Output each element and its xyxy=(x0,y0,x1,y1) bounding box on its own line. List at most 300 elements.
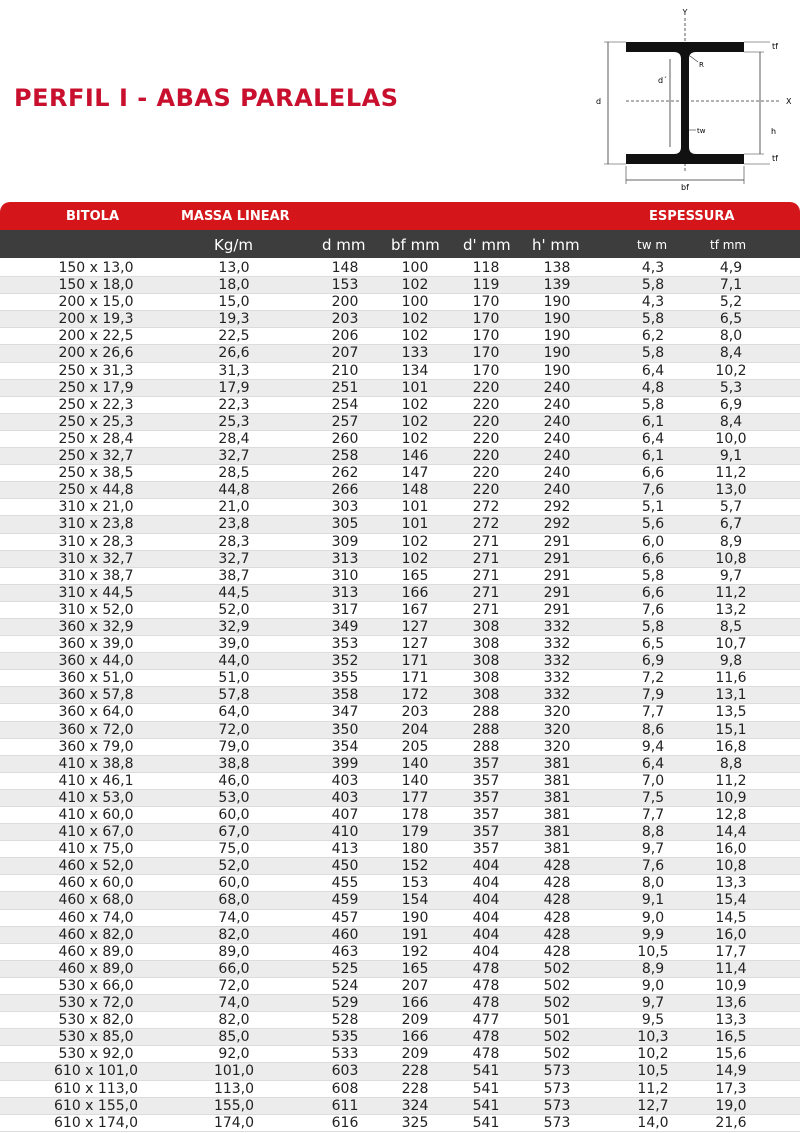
cell-h-prime: 240 xyxy=(543,448,571,465)
cell-massa-linear: 74,0 xyxy=(218,909,250,926)
cell-bf: 140 xyxy=(401,772,429,789)
cell-bf: 207 xyxy=(401,977,429,994)
cell-bitola: 410 x 46,1 xyxy=(58,772,134,789)
cell-d: 317 xyxy=(331,601,359,618)
cell-tw: 11,2 xyxy=(637,1080,669,1097)
cell-massa-linear: 82,0 xyxy=(218,1012,250,1029)
cell-d: 347 xyxy=(331,704,359,721)
cell-h-prime: 428 xyxy=(543,858,571,875)
cell-bitola: 460 x 60,0 xyxy=(58,875,134,892)
cell-massa-linear: 44,8 xyxy=(218,482,250,499)
cell-massa-linear: 32,9 xyxy=(218,618,250,635)
cell-d: 403 xyxy=(331,789,359,806)
cell-bitola: 410 x 38,8 xyxy=(58,755,134,772)
table-row xyxy=(0,875,800,892)
cell-d-prime: 271 xyxy=(472,601,500,618)
cell-bitola: 460 x 82,0 xyxy=(58,926,134,943)
cell-bitola: 360 x 57,8 xyxy=(58,687,134,704)
cell-d-prime: 308 xyxy=(472,687,500,704)
cell-h-prime: 502 xyxy=(543,960,571,977)
cell-d-prime: 404 xyxy=(472,858,500,875)
cell-tw: 6,6 xyxy=(641,584,665,601)
cell-tf: 13,2 xyxy=(715,601,747,618)
cell-bf: 154 xyxy=(401,892,429,909)
cell-massa-linear: 13,0 xyxy=(218,260,250,276)
cell-d-prime: 220 xyxy=(472,465,500,482)
cell-h-prime: 502 xyxy=(543,1029,571,1046)
header-unit-kgm: Kg/m xyxy=(214,236,254,254)
cell-h-prime: 332 xyxy=(543,618,571,635)
cell-bitola: 360 x 44,0 xyxy=(58,653,134,670)
cell-massa-linear: 75,0 xyxy=(218,841,250,858)
cell-tf: 16,0 xyxy=(715,926,747,943)
cell-h-prime: 291 xyxy=(543,601,571,618)
cell-bitola: 530 x 72,0 xyxy=(58,995,134,1012)
cell-d: 153 xyxy=(331,277,359,294)
cell-h-prime: 332 xyxy=(543,653,571,670)
cell-h-prime: 292 xyxy=(543,499,571,516)
tf-label-top: tf xyxy=(772,42,778,51)
cell-massa-linear: 25,3 xyxy=(218,413,250,430)
cell-bitola: 410 x 75,0 xyxy=(58,841,134,858)
cell-d: 529 xyxy=(331,995,359,1012)
table-row xyxy=(0,294,800,311)
cell-bf: 102 xyxy=(401,533,429,550)
cell-tf: 15,6 xyxy=(715,1046,747,1063)
cell-massa-linear: 38,7 xyxy=(218,567,250,584)
table-row xyxy=(0,636,800,653)
table-row xyxy=(0,687,800,704)
cell-massa-linear: 155,0 xyxy=(213,1097,255,1114)
cell-bitola: 410 x 60,0 xyxy=(58,807,134,823)
cell-bitola: 460 x 89,0 xyxy=(58,943,134,960)
cell-massa-linear: 66,0 xyxy=(218,960,250,977)
cell-d-prime: 357 xyxy=(472,841,500,858)
cell-bf: 146 xyxy=(401,448,429,465)
cell-bitola: 360 x 32,9 xyxy=(58,618,134,635)
cell-d-prime: 308 xyxy=(472,618,500,635)
cell-massa-linear: 22,5 xyxy=(218,328,250,345)
cell-bf: 102 xyxy=(401,277,429,294)
table-row xyxy=(0,345,800,362)
header-unit-tw: tw m xyxy=(637,238,668,252)
cell-h-prime: 291 xyxy=(543,533,571,550)
table-row xyxy=(0,499,800,516)
cell-d: 206 xyxy=(331,328,359,345)
cell-tf: 10,7 xyxy=(715,636,747,653)
cell-bitola: 200 x 26,6 xyxy=(58,345,134,362)
cell-tf: 19,0 xyxy=(715,1097,747,1114)
table-row xyxy=(0,397,800,414)
cell-tw: 8,0 xyxy=(641,875,665,892)
profile-table-body xyxy=(0,260,800,1132)
cell-tf: 4,9 xyxy=(719,260,743,276)
cell-d-prime: 271 xyxy=(472,550,500,567)
cell-tf: 9,1 xyxy=(719,448,743,465)
cell-d-prime: 404 xyxy=(472,909,500,926)
cell-d: 533 xyxy=(331,1046,359,1063)
cell-tw: 9,1 xyxy=(641,892,665,909)
cell-massa-linear: 52,0 xyxy=(218,601,250,618)
cell-d: 349 xyxy=(331,618,359,635)
cell-bf: 152 xyxy=(401,858,429,875)
cell-tw: 6,1 xyxy=(641,448,665,465)
cell-bitola: 460 x 52,0 xyxy=(58,858,134,875)
cell-massa-linear: 31,3 xyxy=(218,362,250,379)
cell-h-prime: 190 xyxy=(543,294,571,311)
cell-bf: 209 xyxy=(401,1046,429,1063)
cell-d-prime: 288 xyxy=(472,738,500,755)
cell-bf: 147 xyxy=(401,465,429,482)
cell-d: 203 xyxy=(331,311,359,328)
cell-d: 457 xyxy=(331,909,359,926)
cell-tw: 9,4 xyxy=(641,738,665,755)
cell-bitola: 310 x 44,5 xyxy=(58,584,134,601)
h-label: h xyxy=(771,127,777,136)
cell-bf: 171 xyxy=(401,670,429,687)
table-row xyxy=(0,824,800,841)
cell-d-prime: 357 xyxy=(472,772,500,789)
cell-bitola: 250 x 38,5 xyxy=(58,465,134,482)
cell-tw: 6,6 xyxy=(641,465,665,482)
cell-bf: 171 xyxy=(401,653,429,670)
cell-tf: 16,5 xyxy=(715,1029,747,1046)
cell-bf: 102 xyxy=(401,396,429,413)
cell-massa-linear: 92,0 xyxy=(218,1046,250,1063)
cell-massa-linear: 21,0 xyxy=(218,499,250,516)
table-row xyxy=(0,619,800,636)
cell-tw: 8,9 xyxy=(641,960,665,977)
cell-bf: 165 xyxy=(401,960,429,977)
cell-d: 413 xyxy=(331,841,359,858)
cell-d-prime: 220 xyxy=(472,396,500,413)
cell-tf: 11,4 xyxy=(715,960,747,977)
cell-d: 148 xyxy=(331,260,359,276)
table-row xyxy=(0,773,800,790)
cell-d-prime: 541 xyxy=(472,1097,500,1114)
cell-tf: 17,7 xyxy=(715,943,747,960)
table-row xyxy=(0,756,800,773)
cell-bf: 192 xyxy=(401,943,429,960)
cell-tf: 11,2 xyxy=(715,584,747,601)
cell-tw: 5,1 xyxy=(641,499,665,516)
cell-d: 303 xyxy=(331,499,359,516)
cell-bf: 228 xyxy=(401,1063,429,1080)
cell-d-prime: 271 xyxy=(472,584,500,601)
cell-h-prime: 573 xyxy=(543,1114,571,1131)
table-row xyxy=(0,978,800,995)
cell-massa-linear: 28,5 xyxy=(218,465,250,482)
cell-h-prime: 320 xyxy=(543,721,571,738)
cell-tf: 10,8 xyxy=(715,858,747,875)
cell-d: 524 xyxy=(331,977,359,994)
cell-d: 262 xyxy=(331,465,359,482)
cell-tf: 6,7 xyxy=(719,516,743,533)
cell-d: 257 xyxy=(331,413,359,430)
cell-bf: 209 xyxy=(401,1012,429,1029)
cell-bitola: 150 x 13,0 xyxy=(58,260,134,276)
cell-h-prime: 240 xyxy=(543,396,571,413)
table-row xyxy=(0,482,800,499)
cell-d-prime: 404 xyxy=(472,892,500,909)
cell-bf: 180 xyxy=(401,841,429,858)
cell-bitola: 250 x 44,8 xyxy=(58,482,134,499)
table-row xyxy=(0,944,800,961)
cell-h-prime: 190 xyxy=(543,345,571,362)
cell-tf: 10,9 xyxy=(715,977,747,994)
header-bitola: BITOLA xyxy=(66,209,120,224)
cell-h-prime: 292 xyxy=(543,516,571,533)
cell-d: 200 xyxy=(331,294,359,311)
cell-bitola: 250 x 28,4 xyxy=(58,430,134,447)
cell-tw: 7,7 xyxy=(641,807,665,823)
cell-h-prime: 332 xyxy=(543,670,571,687)
cell-bf: 166 xyxy=(401,1029,429,1046)
cell-massa-linear: 26,6 xyxy=(218,345,250,362)
cell-d-prime: 404 xyxy=(472,926,500,943)
cell-bitola: 610 x 101,0 xyxy=(54,1063,138,1080)
cell-d-prime: 119 xyxy=(472,277,500,294)
cell-massa-linear: 18,0 xyxy=(218,277,250,294)
cell-h-prime: 240 xyxy=(543,413,571,430)
cell-tw: 14,0 xyxy=(637,1114,669,1131)
cell-bf: 133 xyxy=(401,345,429,362)
cell-d-prime: 170 xyxy=(472,362,500,379)
cell-h-prime: 381 xyxy=(543,755,571,772)
cell-tf: 5,2 xyxy=(719,294,743,311)
table-row xyxy=(0,1081,800,1098)
cell-tw: 6,4 xyxy=(641,755,665,772)
cell-bitola: 150 x 18,0 xyxy=(58,277,134,294)
cell-bf: 127 xyxy=(401,636,429,653)
header-unit-bf: bf mm xyxy=(391,236,440,254)
cell-bf: 102 xyxy=(401,413,429,430)
cell-d: 305 xyxy=(331,516,359,533)
cell-d-prime: 118 xyxy=(472,260,500,276)
cell-bitola: 530 x 66,0 xyxy=(58,977,134,994)
cell-tf: 14,5 xyxy=(715,909,747,926)
cell-massa-linear: 28,3 xyxy=(218,533,250,550)
i-beam-diagram xyxy=(590,4,800,194)
cell-d: 463 xyxy=(331,943,359,960)
cell-tw: 5,8 xyxy=(641,396,665,413)
cell-d: 525 xyxy=(331,960,359,977)
cell-h-prime: 502 xyxy=(543,977,571,994)
cell-h-prime: 240 xyxy=(543,430,571,447)
cell-bitola: 200 x 19,3 xyxy=(58,311,134,328)
cell-bf: 191 xyxy=(401,926,429,943)
header-unit-h-prime: h' mm xyxy=(532,236,580,254)
cell-bitola: 200 x 22,5 xyxy=(58,328,134,345)
cell-h-prime: 381 xyxy=(543,789,571,806)
cell-tw: 5,8 xyxy=(641,345,665,362)
cell-bf: 127 xyxy=(401,618,429,635)
cell-h-prime: 291 xyxy=(543,550,571,567)
cell-h-prime: 573 xyxy=(543,1080,571,1097)
cell-tw: 9,9 xyxy=(641,926,665,943)
cell-bitola: 460 x 74,0 xyxy=(58,909,134,926)
cell-d: 260 xyxy=(331,430,359,447)
cell-d-prime: 357 xyxy=(472,824,500,841)
cell-tw: 5,8 xyxy=(641,277,665,294)
cell-tf: 13,3 xyxy=(715,1012,747,1029)
cell-h-prime: 190 xyxy=(543,362,571,379)
cell-tf: 15,4 xyxy=(715,892,747,909)
cell-d-prime: 272 xyxy=(472,516,500,533)
header-massa-linear: MASSA LINEAR xyxy=(181,209,290,224)
cell-h-prime: 428 xyxy=(543,943,571,960)
cell-d: 254 xyxy=(331,396,359,413)
cell-tf: 16,8 xyxy=(715,738,747,755)
cell-h-prime: 573 xyxy=(543,1097,571,1114)
cell-d: 459 xyxy=(331,892,359,909)
cell-tw: 9,7 xyxy=(641,841,665,858)
table-row xyxy=(0,311,800,328)
cell-d: 251 xyxy=(331,379,359,396)
cell-d-prime: 170 xyxy=(472,328,500,345)
cell-tf: 10,9 xyxy=(715,789,747,806)
cell-tf: 14,4 xyxy=(715,824,747,841)
cell-d-prime: 170 xyxy=(472,311,500,328)
cell-tw: 7,6 xyxy=(641,482,665,499)
cell-d-prime: 404 xyxy=(472,943,500,960)
cell-tw: 10,2 xyxy=(637,1046,669,1063)
cell-bitola: 250 x 31,3 xyxy=(58,362,134,379)
table-row xyxy=(0,704,800,721)
cell-massa-linear: 51,0 xyxy=(218,670,250,687)
cell-tf: 13,0 xyxy=(715,482,747,499)
cell-d-prime: 541 xyxy=(472,1063,500,1080)
cell-bitola: 460 x 68,0 xyxy=(58,892,134,909)
bf-label: bf xyxy=(681,183,689,192)
table-row xyxy=(0,670,800,687)
cell-d: 355 xyxy=(331,670,359,687)
cell-tf: 13,5 xyxy=(715,704,747,721)
cell-bf: 167 xyxy=(401,601,429,618)
cell-d-prime: 170 xyxy=(472,345,500,362)
cell-d: 313 xyxy=(331,584,359,601)
cell-d: 313 xyxy=(331,550,359,567)
cell-massa-linear: 67,0 xyxy=(218,824,250,841)
cell-d: 410 xyxy=(331,824,359,841)
cell-bitola: 310 x 32,7 xyxy=(58,550,134,567)
cell-d: 354 xyxy=(331,738,359,755)
cell-massa-linear: 44,0 xyxy=(218,653,250,670)
table-row xyxy=(0,551,800,568)
cell-h-prime: 240 xyxy=(543,482,571,499)
cell-bf: 179 xyxy=(401,824,429,841)
cell-tw: 6,5 xyxy=(641,636,665,653)
header-unit-d-prime: d' mm xyxy=(463,236,511,254)
cell-massa-linear: 64,0 xyxy=(218,704,250,721)
cell-massa-linear: 46,0 xyxy=(218,772,250,789)
cell-d-prime: 478 xyxy=(472,995,500,1012)
cell-massa-linear: 60,0 xyxy=(218,807,250,823)
cell-bitola: 250 x 32,7 xyxy=(58,448,134,465)
cell-d-prime: 541 xyxy=(472,1114,500,1131)
cell-tw: 7,9 xyxy=(641,687,665,704)
cell-massa-linear: 72,0 xyxy=(218,977,250,994)
cell-h-prime: 332 xyxy=(543,687,571,704)
cell-bitola: 200 x 15,0 xyxy=(58,294,134,311)
cell-d-prime: 478 xyxy=(472,960,500,977)
cell-bf: 102 xyxy=(401,550,429,567)
cell-tw: 4,3 xyxy=(641,294,665,311)
cell-tw: 12,7 xyxy=(637,1097,669,1114)
cell-massa-linear: 85,0 xyxy=(218,1029,250,1046)
cell-bitola: 310 x 21,0 xyxy=(58,499,134,516)
cell-tw: 6,0 xyxy=(641,533,665,550)
cell-d: 460 xyxy=(331,926,359,943)
cell-d-prime: 170 xyxy=(472,294,500,311)
cell-d: 353 xyxy=(331,636,359,653)
cell-tf: 10,0 xyxy=(715,430,747,447)
cell-tf: 11,2 xyxy=(715,772,747,789)
cell-d-prime: 308 xyxy=(472,636,500,653)
cell-h-prime: 320 xyxy=(543,738,571,755)
cell-h-prime: 332 xyxy=(543,636,571,653)
table-row xyxy=(0,790,800,807)
cell-h-prime: 381 xyxy=(543,772,571,789)
cell-tw: 9,0 xyxy=(641,909,665,926)
cell-massa-linear: 32,7 xyxy=(218,448,250,465)
cell-bf: 153 xyxy=(401,875,429,892)
cell-tf: 5,7 xyxy=(719,499,743,516)
cell-d-prime: 478 xyxy=(472,977,500,994)
cell-d-prime: 404 xyxy=(472,875,500,892)
cell-tf: 8,5 xyxy=(719,618,743,635)
table-row xyxy=(0,328,800,345)
cell-massa-linear: 113,0 xyxy=(213,1080,255,1097)
cell-bf: 102 xyxy=(401,430,429,447)
cell-h-prime: 501 xyxy=(543,1012,571,1029)
table-row xyxy=(0,431,800,448)
cell-massa-linear: 101,0 xyxy=(213,1063,255,1080)
cell-bitola: 360 x 64,0 xyxy=(58,704,134,721)
cell-bitola: 310 x 28,3 xyxy=(58,533,134,550)
table-row xyxy=(0,1029,800,1046)
cell-bitola: 410 x 53,0 xyxy=(58,789,134,806)
cell-d: 528 xyxy=(331,1012,359,1029)
cell-bitola: 250 x 22,3 xyxy=(58,396,134,413)
cell-tf: 8,0 xyxy=(719,328,743,345)
cell-d-prime: 308 xyxy=(472,670,500,687)
cell-tf: 14,9 xyxy=(715,1063,747,1080)
cell-d-prime: 477 xyxy=(472,1012,500,1029)
table-row xyxy=(0,739,800,756)
cell-tf: 8,9 xyxy=(719,533,743,550)
table-row xyxy=(0,568,800,585)
cell-h-prime: 428 xyxy=(543,926,571,943)
cell-bitola: 410 x 67,0 xyxy=(58,824,134,841)
table-row xyxy=(0,448,800,465)
cell-d: 309 xyxy=(331,533,359,550)
cell-tf: 11,2 xyxy=(715,465,747,482)
table-row xyxy=(0,841,800,858)
cell-tw: 6,1 xyxy=(641,413,665,430)
cell-d: 611 xyxy=(331,1097,359,1114)
cell-massa-linear: 53,0 xyxy=(218,789,250,806)
table-row xyxy=(0,516,800,533)
cell-bf: 178 xyxy=(401,807,429,823)
table-row xyxy=(0,363,800,380)
cell-bf: 177 xyxy=(401,789,429,806)
cell-tw: 9,0 xyxy=(641,977,665,994)
cell-d: 407 xyxy=(331,807,359,823)
header-espessura: ESPESSURA xyxy=(649,209,735,224)
cell-d: 310 xyxy=(331,567,359,584)
table-row xyxy=(0,414,800,431)
